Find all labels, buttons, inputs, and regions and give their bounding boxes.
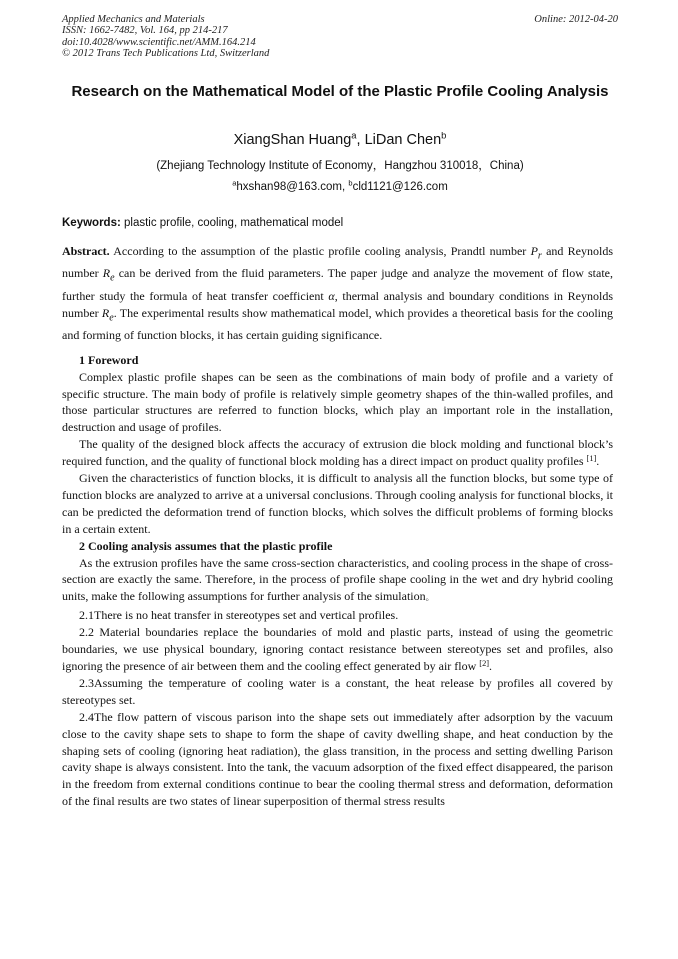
author-2-name: LiDan Chen xyxy=(364,132,442,148)
paragraph-text: The quality of the designed block affects the accuracy of extrusion die block molding and functional block’s required function, and the quality of functional block molding has a direct impact on product quality profiles xyxy=(62,437,613,469)
reynolds-symbol: R xyxy=(102,266,111,281)
online-date: Online: 2012-04-20 xyxy=(534,14,618,25)
paragraph-end: . xyxy=(596,454,600,469)
abstract-text-2: and Reynolds number xyxy=(62,244,613,281)
email-line xyxy=(62,180,618,195)
paragraph-text: 2.2 Material boundaries replace the boundaries of mold and plastic parts, instead of using the geometric boundaries, we use physical boundary, ignoring contact resistance between stereotypes set and profiles, also ignoring the presence of air between them and the cooling effect generated by air flow xyxy=(62,625,613,674)
paper-body xyxy=(62,243,613,810)
paragraph-end: . xyxy=(489,659,493,674)
assumption-2-3: 2.3Assuming the temperature of cooling water is a constant, the heat release by profiles all covered by stereotypes set. xyxy=(62,675,613,707)
paper-title: Research on the Mathematical Model of the Plastic Profile Cooling Analysis xyxy=(71,83,609,100)
paragraph-text: As the extrusion profiles have the same cross-section characteristics, and cooling process in the shape of cross-section are exactly the same. Therefore, in the process of profile shape cooling in the wet and dry hybrid cooling units, make the following assumptions for further analysis of the simulation xyxy=(62,555,613,604)
reynolds-symbol-2: R xyxy=(101,305,110,320)
abstract-label: Abstract. xyxy=(62,244,110,258)
reynolds-subscript-2: e xyxy=(109,311,114,323)
issn-line: ISSN: 1662-7482, Vol. 164, pp 214-217 xyxy=(62,25,228,37)
abstract-text-5: . The experimental results show mathematical model, which provides a theoretical basis for the cooling and forming of function blocks, it has certain guiding significance. xyxy=(62,305,613,342)
email-2-sup: b xyxy=(348,178,353,188)
keywords-text: plastic profile, cooling, mathematical model xyxy=(120,217,344,229)
abstract xyxy=(62,243,613,344)
affiliation: (Zhejiang Technology Institute of Economy，Hangzhou 310018，China) xyxy=(156,160,524,172)
email-2: cld1121@126.com xyxy=(352,181,448,193)
paragraph: Given the characteristics of function blocks, it is difficult to analysis all the function blocks, but some type of function blocks are analyzed to arrive at a universal conclusions. Through cooling analysis for functional blocks, it can be predicted the deformation trend of function blocks, which solves the difficult problems of forming blocks in a certain extent. xyxy=(62,471,613,536)
author-1-name: XiangShan Huang xyxy=(233,132,352,148)
abstract-text-4: , thermal analysis and boundary conditions in Reynolds number xyxy=(62,288,614,320)
copyright-line: © 2012 Trans Tech Publications Ltd, Switzerland xyxy=(62,48,270,60)
assumption-2-1: 2.1There is no heat transfer in stereotypes set and vertical profiles. xyxy=(79,608,399,623)
section-heading-cooling: 2 Cooling analysis assumes that the plastic profile xyxy=(79,538,333,553)
abstract-text-1: According to the assumption of the plastic profile cooling analysis, Prandtl number xyxy=(109,244,531,258)
author-2-sup: b xyxy=(441,129,447,141)
citation-ref: [2] xyxy=(479,658,490,668)
journal-name: Applied Mechanics and Materials xyxy=(62,14,205,25)
publication-header xyxy=(62,14,618,60)
author-line xyxy=(62,131,618,149)
assumption-2-4: 2.4The flow pattern of viscous parison into the shape sets out immediately after adsorption by the vacuum close to the cavity shape sets to shape to form the shape of cavity dwelling shape, and heat conduction by the shaping sets of cooling (ignoring heat radiation), the glass transition, in the process and setting dwelling Parison cavity shape is always consistent. Into the tank, the vacuum adsorption of the fixed effect disappeared, the parison in the freedom from external conditions continue to bear the cooling thermal stress and deformation, deformation of the final results are two states of linear superposition of thermal stress results xyxy=(62,709,613,809)
paragraph-end: 。 xyxy=(425,593,434,603)
prandtl-subscript: r xyxy=(537,250,542,262)
section-heading-foreword: 1 Foreword xyxy=(79,352,139,367)
reynolds-subscript: e xyxy=(110,272,115,284)
paragraph: Complex plastic profile shapes can be seen as the combinations of main body of profile and a variety of specific structure. The main body of profile is relatively simple geometry shapes of the thin-walled profiles, and those particular structures are referred to function blocks, which play an important role in the installation, destruction and usage of profiles. xyxy=(62,369,613,435)
doi-line: doi:10.4028/www.scientific.net/AMM.164.214 xyxy=(62,36,256,48)
alpha-symbol: α xyxy=(328,288,335,303)
keywords-label: Keywords: xyxy=(62,217,121,229)
keywords xyxy=(62,216,618,231)
citation-ref: [1] xyxy=(586,453,597,463)
author-separator: , xyxy=(356,132,365,148)
prandtl-symbol: P xyxy=(530,244,538,258)
abstract-text-3: can be derived from the fluid parameters. The paper judge and analyze the movement of flow state, further study the formula of heat transfer coefficient xyxy=(62,266,614,303)
assumption-2-2 xyxy=(62,624,613,675)
email-1: hxshan98@163.com, xyxy=(236,181,349,193)
paragraph xyxy=(62,555,613,608)
author-1-sup: a xyxy=(351,129,357,141)
paragraph xyxy=(62,436,613,470)
email-1-sup: a xyxy=(232,178,237,188)
